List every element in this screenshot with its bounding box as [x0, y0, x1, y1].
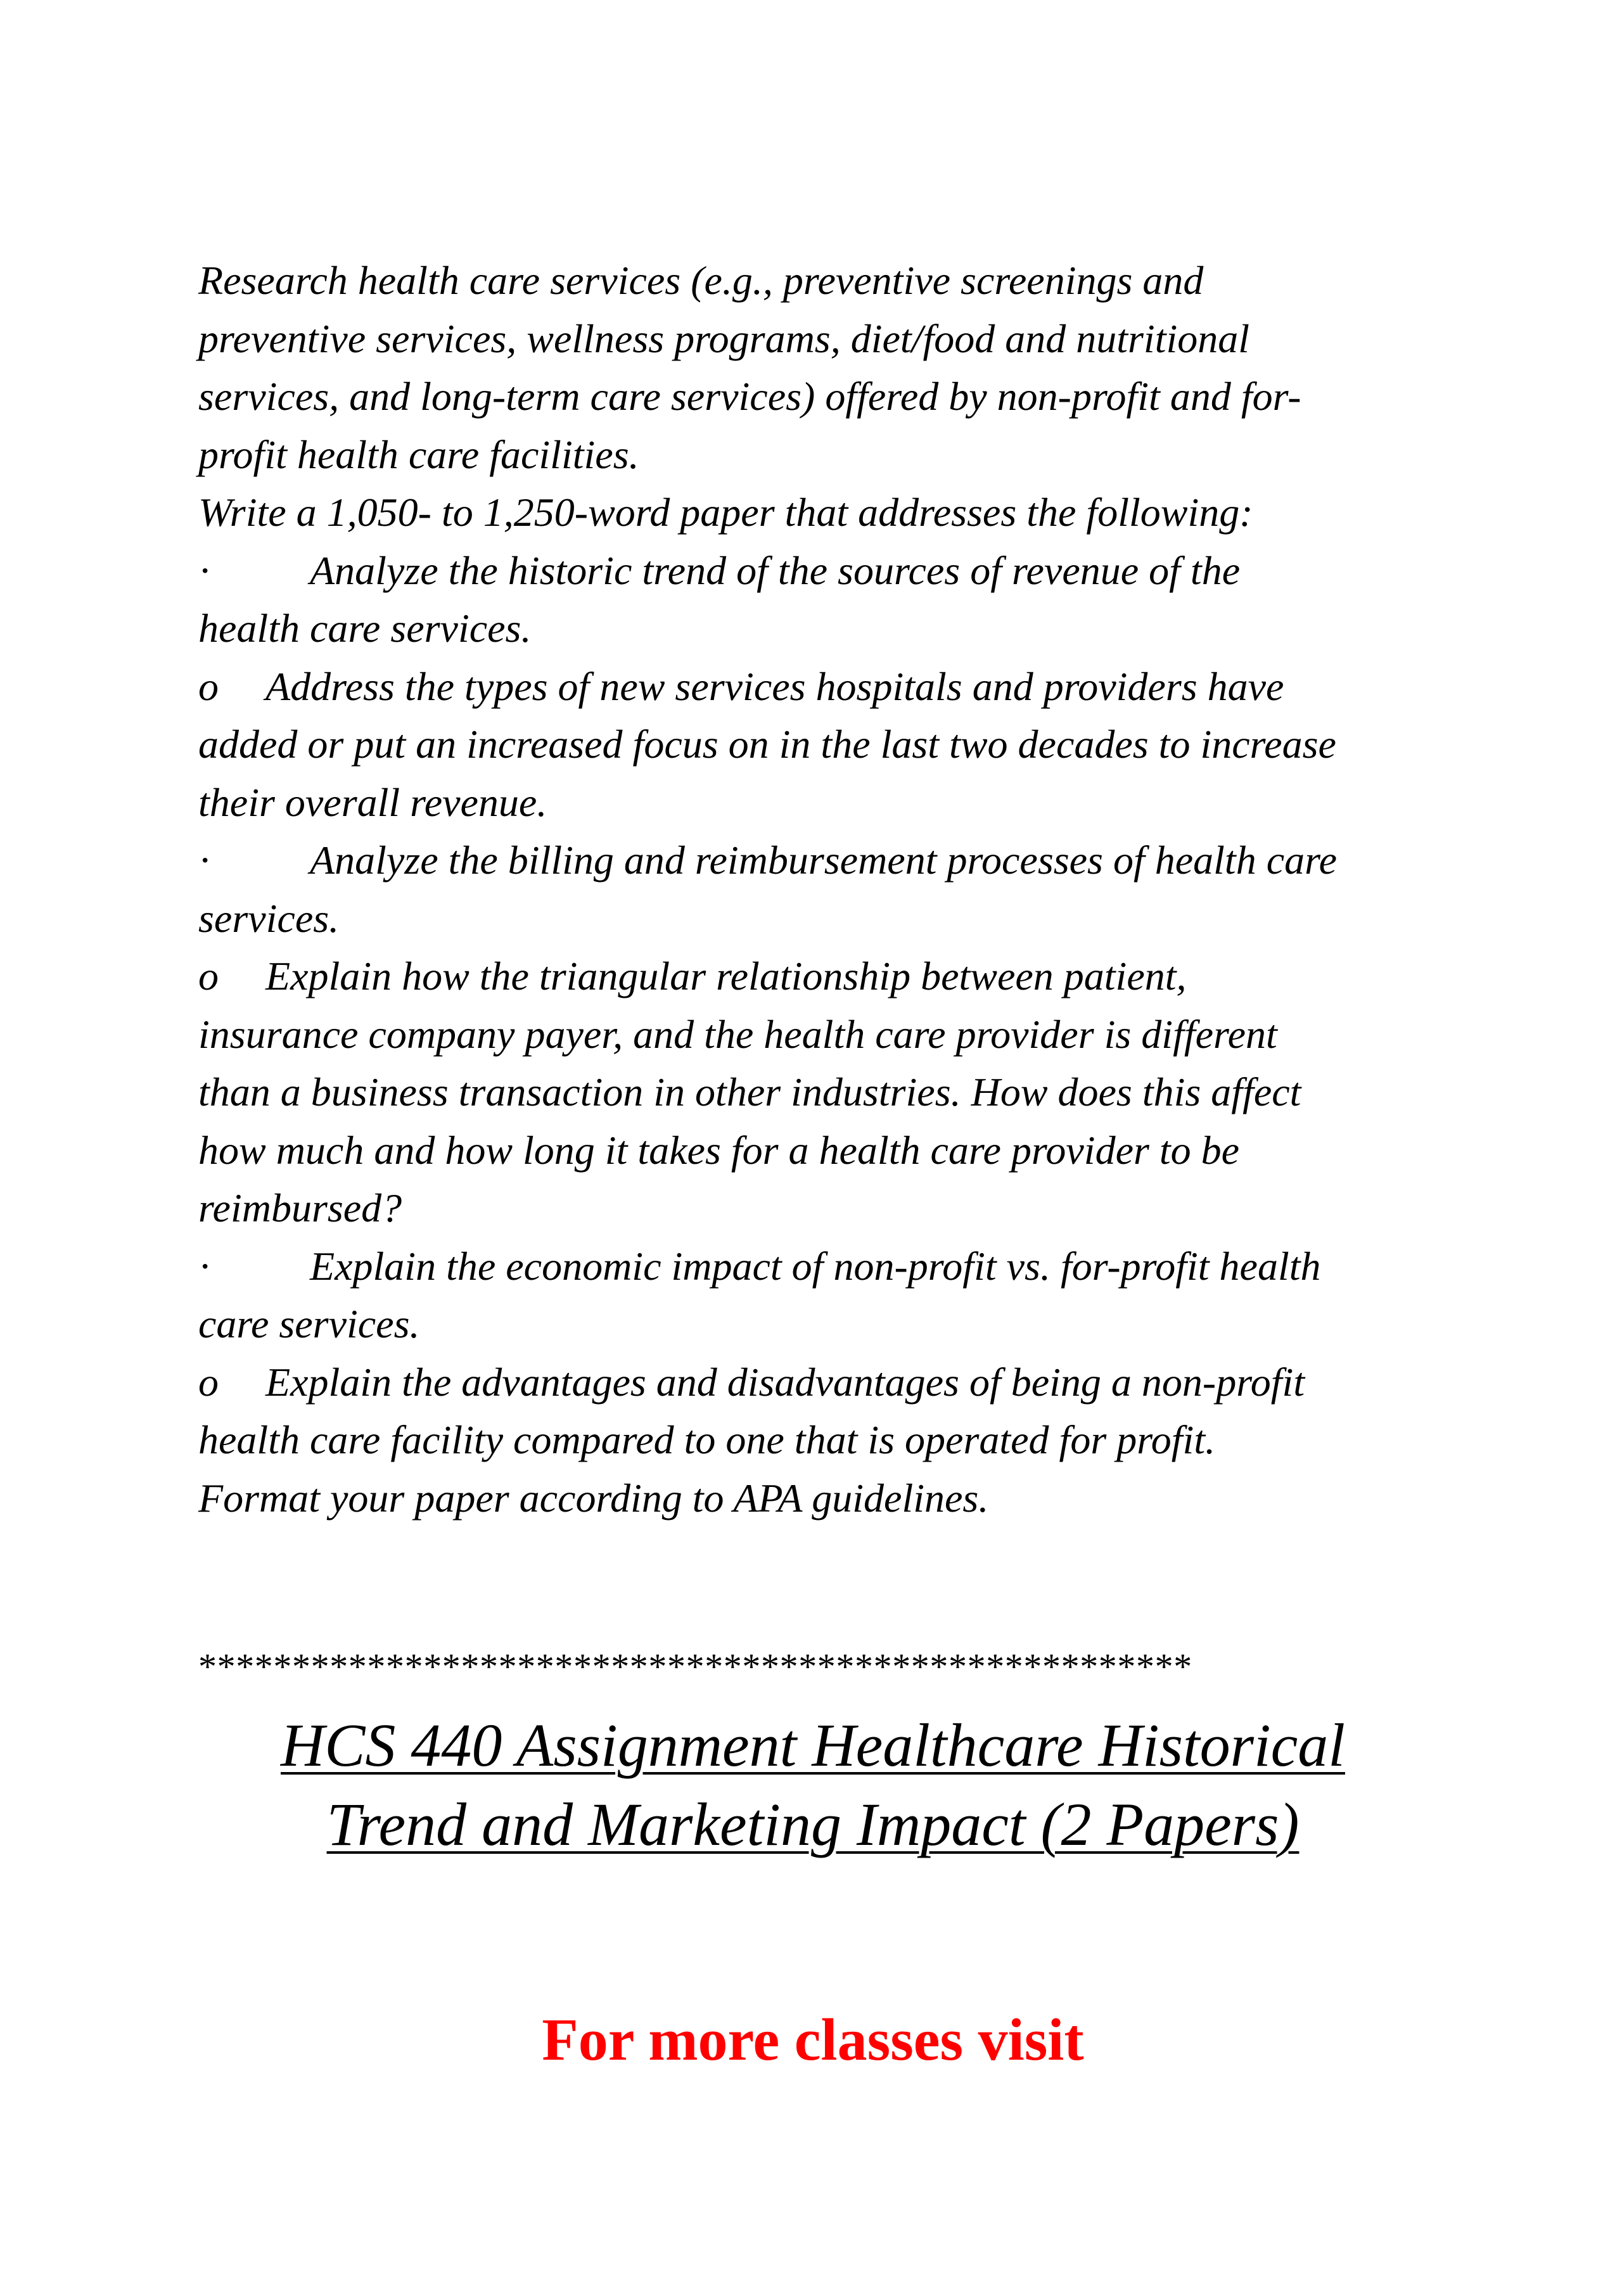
prompt-line: Write a 1,050- to 1,250-word paper that addresses the following: [198, 490, 1253, 535]
sub-item-3-continued: health care facility compared to one that is operated for profit. [198, 1417, 1216, 1462]
sub-item-marker: o [198, 953, 219, 998]
sub-item-2-continued-1: insurance company payer, and the health care provider is different [198, 1011, 1277, 1057]
assignment-instructions [198, 252, 1466, 1527]
closing-line: Format your paper according to APA guidelines. [198, 1475, 989, 1521]
bullet-item-2-text: Analyze the billing and reimbursement processes of health care [310, 838, 1338, 883]
bullet-symbol: · [198, 1243, 212, 1289]
sub-item-3 [198, 1353, 1466, 1412]
intro-line-4: profit health care facilities. [198, 431, 639, 477]
intro-line-3: services, and long-term care services) offered by non-profit and for- [198, 374, 1301, 419]
assignment-title [198, 1706, 1427, 1864]
bullet-symbol: · [198, 547, 212, 593]
assignment-title-line-1: HCS 440 Assignment Healthcare Historical [281, 1711, 1345, 1779]
sub-item-2-text: Explain how the triangular relationship between patient, [265, 953, 1187, 998]
sub-item-1 [198, 658, 1466, 716]
sub-item-2-continued-2: than a business transaction in other industries. How does this affect [198, 1069, 1301, 1114]
sub-item-2-continued-3: how much and how long it takes for a health care provider to be [198, 1127, 1240, 1173]
bullet-item-3-text: Explain the economic impact of non-profit vs. for-profit health [310, 1243, 1321, 1289]
bullet-item-1 [198, 542, 1466, 600]
bullet-item-2-continued: services. [198, 895, 340, 941]
bullet-item-1-continued: health care services. [198, 606, 532, 651]
bullet-item-2 [198, 831, 1466, 890]
sub-item-3-text: Explain the advantages and disadvantages of being a non-profit [265, 1359, 1305, 1405]
bullet-symbol: · [198, 838, 212, 883]
sub-item-1-continued-2: their overall revenue. [198, 779, 547, 825]
bullet-item-3-continued: care services. [198, 1301, 420, 1346]
bullet-item-1-text: Analyze the historic trend of the sources of revenue of the [310, 547, 1241, 593]
assignment-title-line-2: Trend and Marketing Impact (2 Papers) [326, 1790, 1300, 1858]
sub-item-2 [198, 947, 1466, 1005]
sub-item-2-continued-4: reimbursed? [198, 1185, 402, 1230]
promo-text: For more classes visit [542, 2007, 1084, 2073]
separator-line: ***************************************************** [198, 1646, 1192, 1687]
intro-line-2: preventive services, wellness programs, diet/food and nutritional [198, 316, 1250, 361]
sub-item-1-continued-1: added or put an increased focus on in the last two decades to increase [198, 722, 1336, 767]
sub-item-1-text: Address the types of new services hospitals and providers have [265, 663, 1284, 709]
sub-item-marker: o [198, 1359, 219, 1405]
intro-line-1: Research health care services (e.g., preventive screenings and [198, 258, 1204, 303]
bullet-item-3 [198, 1237, 1466, 1296]
sub-item-marker: o [198, 663, 219, 709]
